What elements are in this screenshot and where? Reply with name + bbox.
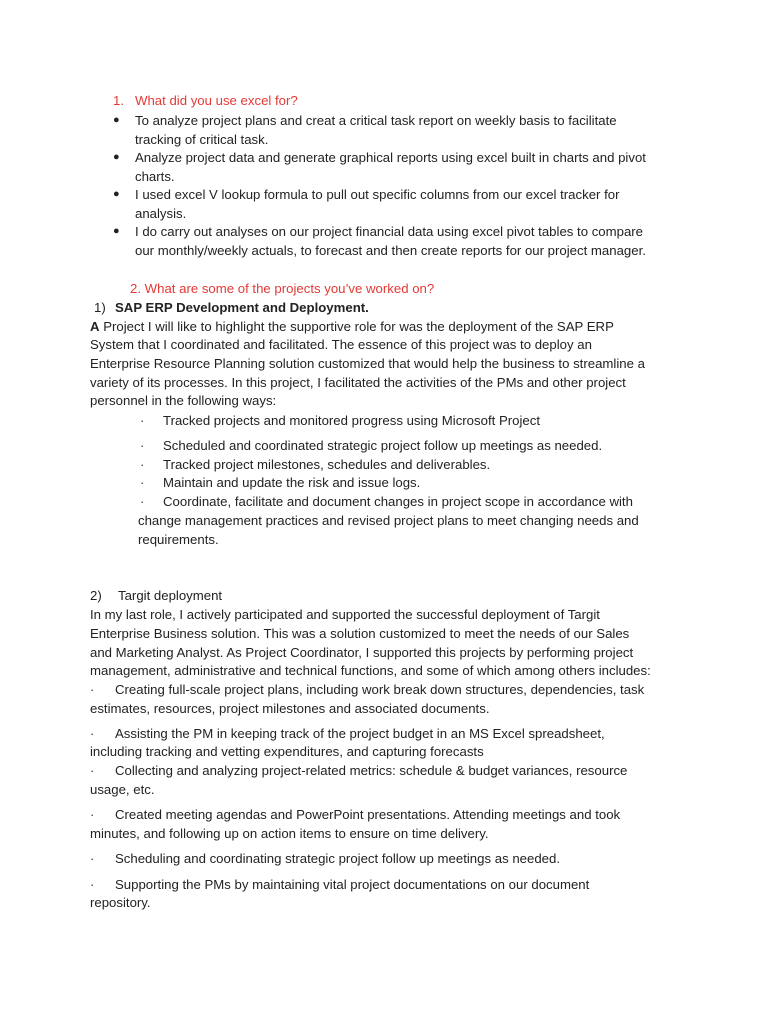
middle-dot-icon: · [90, 807, 95, 822]
middle-dot-icon: · [140, 494, 145, 509]
p1-item-1: Tracked projects and monitored progress using Microsoft Project [163, 413, 540, 428]
p2-item-6-line-2: repository. [90, 895, 151, 910]
p1-item-5-cont-1: change management practices and revised project plans to meet changing needs and [138, 513, 639, 528]
q1-bullet-4-line-1: I do carry out analyses on our project financial data using excel pivot tables to compare [135, 224, 644, 239]
q1-bullet-3-line-1: I used excel V lookup formula to pull out specific columns from our excel tracker for [135, 187, 620, 202]
p2-item-6-line-1: Supporting the PMs by maintaining vital project documentations on our document [115, 877, 590, 892]
middle-dot-icon: · [90, 726, 95, 741]
p1-item-5: Coordinate, facilitate and document changes in project scope in accordance with [163, 494, 633, 509]
p1-title: SAP ERP Development and Deployment. [115, 300, 369, 315]
p2-item-1-line-2: estimates, resources, project milestones and associated documents. [90, 701, 490, 716]
p1-number: 1) [94, 300, 106, 315]
middle-dot-icon: · [90, 763, 95, 778]
bullet-icon: ● [113, 114, 120, 126]
q1-bullet-1-line-2: tracking of critical task. [135, 132, 269, 147]
p1-item-5-cont-2: requirements. [138, 532, 219, 547]
p1-intro-line-5: personnel in the following ways: [90, 393, 277, 408]
middle-dot-icon: · [140, 438, 145, 453]
p2-item-4-line-1: Created meeting agendas and PowerPoint presentations. Attending meetings and took [115, 807, 621, 822]
p2-item-5-line-1: Scheduling and coordinating strategic project follow up meetings as needed. [115, 851, 560, 866]
p1-item-2: Scheduled and coordinated strategic project follow up meetings as needed. [163, 438, 603, 453]
p1-item-3: Tracked project milestones, schedules and deliverables. [163, 457, 491, 472]
q1-bullet-4-line-2: our monthly/weekly actuals, to forecast and then create reports for our project manager. [135, 243, 646, 258]
q2-title: 2. What are some of the projects you’ve worked on? [130, 281, 435, 296]
p1-item-4: Maintain and update the risk and issue logs. [163, 475, 421, 490]
bullet-icon: ● [113, 225, 120, 237]
middle-dot-icon: · [90, 877, 95, 892]
p1-intro-line-1-text: Project I will like to highlight the supportive role for was the deployment of the SAP ERP [99, 319, 614, 334]
p2-item-3-line-2: usage, etc. [90, 782, 155, 797]
q1-bullet-2-line-2: charts. [135, 169, 175, 184]
middle-dot-icon: · [140, 475, 145, 490]
p2-item-2-line-1: Assisting the PM in keeping track of the project budget in an MS Excel spreadsheet, [115, 726, 605, 741]
p1-intro-line-4: variety of its processes. In this project, I facilitated the activities of the PMs and other project [90, 375, 626, 390]
p1-intro-line-3: Enterprise Resource Planning solution customized that would help the business to streamline a [90, 356, 645, 371]
q1-title: What did you use excel for? [135, 93, 298, 108]
middle-dot-icon: · [90, 851, 95, 866]
p2-intro-line-3: and Marketing Analyst. As Project Coordinator, I supported this projects by performing project [90, 645, 634, 660]
p2-intro-line-4: management, administrative and technical functions, and some of which among others includes: [90, 663, 651, 678]
p2-intro-line-1: In my last role, I actively participated and supported the successful deployment of Targit [90, 607, 600, 622]
q1-bullet-2-line-1: Analyze project data and generate graphical reports using excel built in charts and pivot [135, 150, 646, 165]
p2-item-1-line-1: Creating full-scale project plans, including work break down structures, dependencies, task [115, 682, 645, 697]
middle-dot-icon: · [140, 457, 145, 472]
middle-dot-icon: · [90, 682, 95, 697]
q1-bullet-3-line-2: analysis. [135, 206, 187, 221]
q1-number: 1. [113, 93, 124, 108]
p1-lead-letter: A [90, 319, 100, 334]
q1-bullet-1-line-1: To analyze project plans and creat a critical task report on weekly basis to facilitate [135, 113, 617, 128]
p2-item-4-line-2: minutes, and following up on action items to ensure on time delivery. [90, 826, 489, 841]
bullet-icon: ● [113, 188, 120, 200]
bullet-icon: ● [113, 151, 120, 163]
p2-title: Targit deployment [118, 588, 223, 603]
p2-item-3-line-1: Collecting and analyzing project-related metrics: schedule & budget variances, resource [115, 763, 628, 778]
p1-intro-line-1 [90, 318, 614, 337]
p1-intro-line-2: System that I coordinated and facilitated. The essence of this project was to deploy an [90, 337, 592, 352]
p2-item-2-line-2: including tracking and vetting expenditures, and capturing forecasts [90, 744, 484, 759]
p2-number: 2) [90, 588, 102, 603]
p2-intro-line-2: Enterprise Business solution. This was a solution customized to meet the needs of our Sales [90, 626, 630, 641]
middle-dot-icon: · [140, 413, 145, 428]
